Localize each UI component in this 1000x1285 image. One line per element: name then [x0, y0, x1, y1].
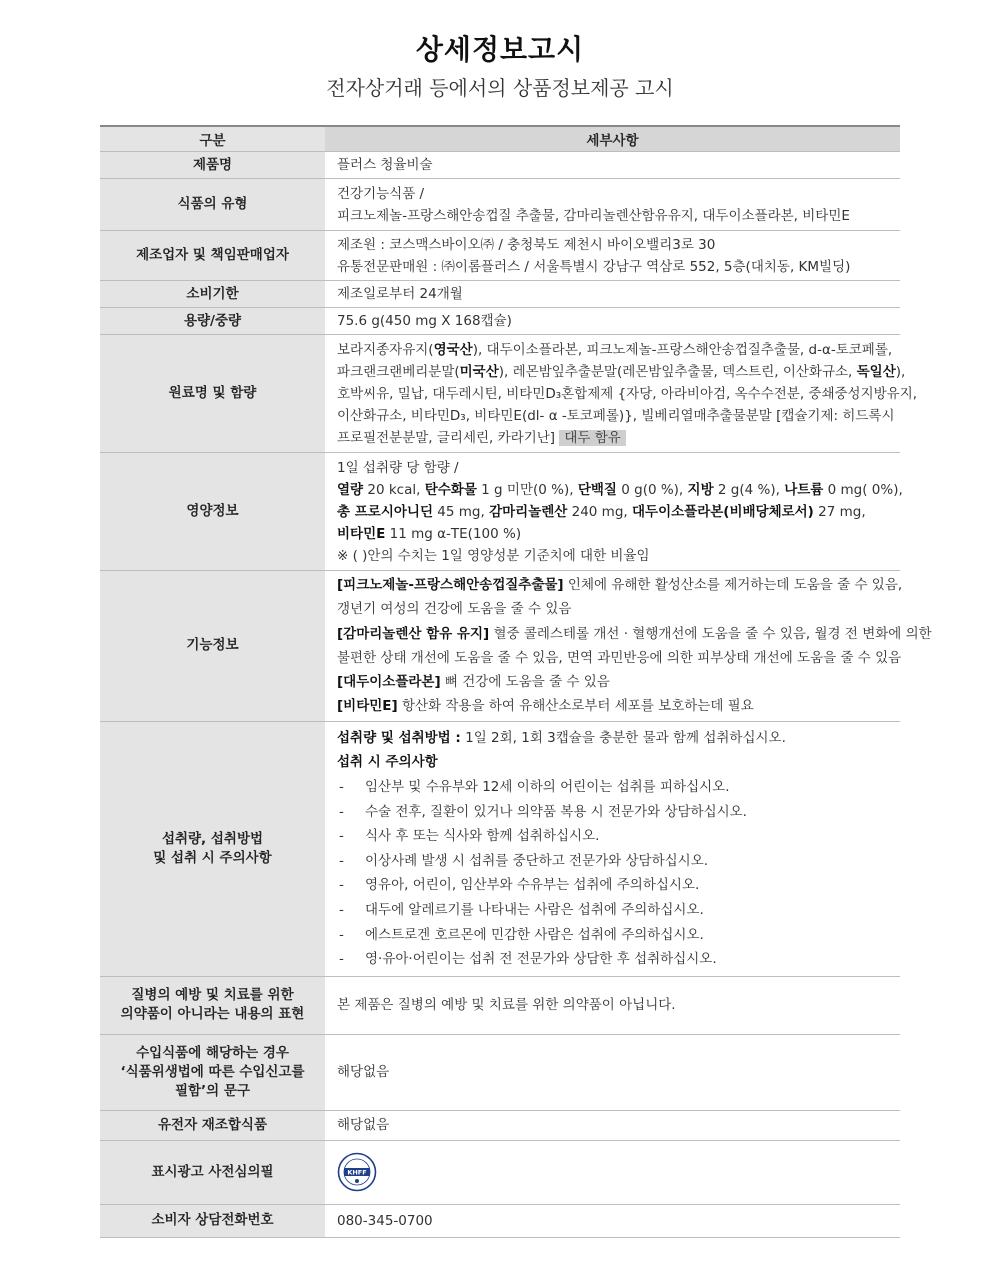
table-row	[100, 179, 900, 231]
phone-number: 080-345-0700	[337, 1212, 433, 1229]
row-label: 소비기한	[100, 281, 325, 308]
allergy-badge: 대두 함유	[559, 430, 625, 446]
table-row	[100, 721, 900, 976]
table-row	[100, 1034, 900, 1110]
table-row	[100, 152, 900, 179]
row-label: 유전자 재조합식품	[100, 1110, 325, 1140]
khff-seal-icon	[337, 1152, 377, 1192]
row-value: 해당없음	[325, 1034, 900, 1110]
row-label: 소비자 상담전화번호	[100, 1204, 325, 1237]
row-value: 제조일로부터 24개월	[325, 281, 900, 308]
row-value	[325, 1140, 900, 1204]
row-value: 건강기능식품 / 피크노제놀-프랑스해안송껍질 추출물, 감마리놀렌산함유유지, 대두이소플라본, 비타민E	[325, 179, 900, 231]
row-value: 보라지종자유지(영국산), 대두이소플라본, 피크노제놀-프랑스해안송껍질추출물, d-α-토코페롤, 파크랜크랜베리분말(미국산), 레몬밤잎추출분말(레몬밤잎추출물, 덱스트린, 이산화규소, 독일산), 호박씨유, 밀납, 대두레시틴, 비타민D₃혼합제제 {자당, 아라비아검, 옥수수전분, 중쇄중성지방유지, 이산화규소, 비타민D₃, 비타민E(dl- α -토코페롤)}, 빌베리열매추출물분말 [캡슐기제: 히드록시 프로필전분분말, 글리세린, 카라기난] 대두 함유	[325, 335, 900, 453]
column-header-category: 구분	[100, 126, 325, 152]
row-label: 표시광고 사전심의필	[100, 1140, 325, 1204]
row-value: 섭취량 및 섭취방법 : 1일 2회, 1회 3캡슐을 충분한 물과 함께 섭취하십시오. 섭취 시 주의사항 - 임산부 및 수유부와 12세 이하의 어린이는 섭취를 피하십시오. - 수술 전후, 질환이 있거나 의약품 복용 시 전문가와 상담하십시오. - 식사 후 또는 식사와 함께 섭취하십시오. - 이상사례 발생 시 섭취를 중단하고 전문가와 상담하십시오. - 영유아, 어린이, 임산부와 수유부는 섭취에 주의하십시오. - 대두에 알레르기를 나타내는 사람은 섭취에 주의하십시오. - 에스트로겐 호르몬에 민감한 사람은 섭취에 주의하십시오. - 영·유아·어린이는 섭취 전 전문가와 상담한 후 섭취하십시오.	[325, 721, 900, 976]
table-header-row	[100, 126, 900, 152]
table-row	[100, 231, 900, 281]
row-label: 제조업자 및 책임판매업자	[100, 231, 325, 281]
info-table	[100, 125, 932, 1238]
row-label: 기능정보	[100, 571, 325, 722]
svg-text:KHFF: KHFF	[347, 1168, 367, 1177]
row-label: 식품의 유형	[100, 179, 325, 231]
table-row	[100, 1110, 900, 1140]
row-value: 제조원 : 코스맥스바이오㈜ / 충청북도 제천시 바이오밸리3로 30 유통전문판매원 : ㈜이롬플러스 / 서울특별시 강남구 역삼로 552, 5층(대치동, KM빌딩)	[325, 231, 900, 281]
list-item: - 이상사례 발생 시 섭취를 중단하고 전문가와 상담하십시오.	[339, 852, 709, 869]
list-item: - 식사 후 또는 식사와 함께 섭취하십시오.	[339, 828, 600, 845]
row-value: 본 제품은 질병의 예방 및 치료를 위한 의약품이 아닙니다.	[325, 976, 900, 1034]
page-title: 상세정보고시	[415, 33, 585, 66]
row-value: 1일 섭취량 당 함량 / 열량 20 kcal, 탄수화물 1 g 미만(0 %), 단백질 0 g(0 %), 지방 2 g(4 %), 나트륨 0 mg( 0%), 총 프로시아니딘 45 mg, 감마리놀렌산 240 mg, 대두이소플라본(비배당체로서) 27 mg, 비타민E 11 mg α-TE(100 %) ※ ( )안의 수치는 1일 영양성분 기준치에 대한 비율임	[325, 453, 900, 571]
table-row	[100, 308, 900, 335]
list-item: - 영유아, 어린이, 임산부와 수유부는 섭취에 주의하십시오.	[339, 877, 700, 894]
row-value: 75.6 g(450 mg X 168캡슐)	[325, 308, 900, 335]
row-label: 원료명 및 함량	[100, 335, 325, 453]
row-label: 영양정보	[100, 453, 325, 571]
list-item: - 대두에 알레르기를 나타내는 사람은 섭취에 주의하십시오.	[339, 901, 704, 918]
table-row	[100, 1140, 900, 1204]
table-row	[100, 1204, 900, 1237]
row-value: [피크노제놀-프랑스해안송껍질추출물] 인체에 유해한 활성산소를 제거하는데 도움을 줄 수 있음, 갱년기 여성의 건강에 도움을 줄 수 있음 [감마리놀렌산 함유 유지] 혈중 콜레스테롤 개선 · 혈행개선에 도움을 줄 수 있음, 월경 전 변화에 의한 불편한 상태 개선에 도움을 줄 수 있음, 면역 과민반응에 의한 피부상태 개선에 도움을 줄 수 있음 [대두이소플라본] 뼈 건강에 도움을 줄 수 있음 [비타민E] 항산화 작용을 하여 유해산소로부터 세포를 보호하는데 필요	[325, 571, 900, 722]
row-value	[325, 1204, 900, 1237]
list-item: - 수술 전후, 질환이 있거나 의약품 복용 시 전문가와 상담하십시오.	[339, 803, 747, 820]
table-row	[100, 335, 900, 453]
table-row	[100, 281, 900, 308]
page-subtitle: 전자상거래 등에서의 상품정보제공 고시	[326, 76, 674, 100]
row-label: 수입식품에 해당하는 경우 ‘식품위생법에 따른 수입신고를 필함’의 문구	[100, 1034, 325, 1110]
table-row	[100, 453, 900, 571]
row-label: 질병의 예방 및 치료를 위한 의약품이 아니라는 내용의 표현	[100, 976, 325, 1034]
row-label: 제품명	[100, 152, 325, 179]
row-label: 섭취량, 섭취방법 및 섭취 시 주의사항	[100, 721, 325, 976]
list-item: - 에스트로겐 호르몬에 민감한 사람은 섭취에 주의하십시오.	[339, 926, 704, 943]
column-header-details: 세부사항	[325, 126, 900, 152]
row-value: 해당없음	[325, 1110, 900, 1140]
row-value: 플러스 청율비술	[325, 152, 900, 179]
list-item: - 임산부 및 수유부와 12세 이하의 어린이는 섭취를 피하십시오.	[339, 779, 730, 795]
list-item: - 영·유아·어린이는 섭취 전 전문가와 상담한 후 섭취하십시오.	[339, 951, 717, 968]
table-row	[100, 976, 900, 1034]
table-row	[100, 571, 900, 722]
row-label: 용량/중량	[100, 308, 325, 335]
